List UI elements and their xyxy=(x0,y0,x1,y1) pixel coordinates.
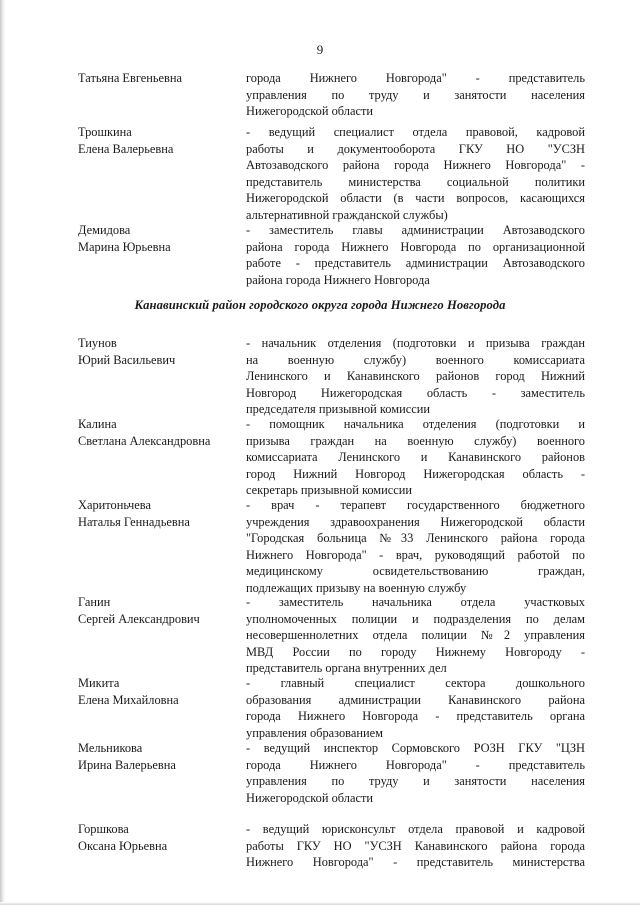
member-role-line: Автозаводского района города Нижнего Новгорода" - xyxy=(246,158,585,173)
member-role-line: - помощник начальника отделения (подготовки и xyxy=(246,417,585,431)
member-name-line: Марина Юрьевна xyxy=(78,239,171,254)
section-heading: Канавинский район городского округа города Нижнего Новгорода xyxy=(134,298,506,312)
member-entry xyxy=(78,416,585,499)
member-role-line: города Нижнего Новгорода" - представитель xyxy=(246,71,585,85)
member-name xyxy=(78,497,246,597)
member-role-line: на военную службу) военного комиссариата xyxy=(246,352,585,367)
member-role xyxy=(246,821,585,871)
member-role xyxy=(246,222,585,288)
member-role-line: Нижнего Новгорода" - врач, руководящий работой по xyxy=(246,547,585,562)
member-name-line: Оксана Юрьевна xyxy=(78,838,168,853)
member-role-line: района города Нижнего Новгорода xyxy=(246,272,430,287)
member-role-line: представитель министерства социальной политики xyxy=(246,174,585,189)
member-name-line: Светлана Александровна xyxy=(78,433,211,448)
member-name xyxy=(78,222,246,288)
member-entry xyxy=(78,335,585,418)
member-role xyxy=(246,497,585,597)
member-name xyxy=(78,416,246,499)
member-role-line: уполномоченных полиции и подразделения по делам xyxy=(246,611,585,626)
member-role-line: работе - представитель администрации Автозаводского xyxy=(246,256,585,271)
member-role-line: города Нижнего Новгорода" - представитель xyxy=(246,757,585,772)
member-role xyxy=(246,594,585,677)
member-role xyxy=(246,70,585,120)
member-entry xyxy=(78,821,585,871)
member-role-line: - главный специалист сектора дошкольного xyxy=(246,676,585,690)
member-role xyxy=(246,416,585,499)
member-role-line: город Нижний Новгород Нижегородская область - xyxy=(246,466,585,481)
member-role xyxy=(246,740,585,806)
member-role-line: Нижнего Новгорода" - представитель министерства xyxy=(246,855,585,870)
scan-edge-left xyxy=(0,0,6,905)
member-role-line: комиссариата Ленинского и Канавинского районов xyxy=(246,450,585,465)
member-name xyxy=(78,675,246,741)
member-role-line: Нижегородской области xyxy=(246,104,374,119)
member-role-line: призыва граждан на военную службу) военного xyxy=(246,433,585,448)
member-name-line: Елена Валерьевна xyxy=(78,141,174,156)
member-entry xyxy=(78,675,585,741)
member-role-line: управления по труду и занятости населения xyxy=(246,87,585,102)
member-name xyxy=(78,70,246,120)
member-role-line: - заместитель начальника отдела участковых xyxy=(246,595,585,609)
member-role-line: Ленинского и Канавинского районов город Нижний xyxy=(246,369,585,384)
member-name xyxy=(78,821,246,871)
member-role-line: подлежащих призыву на военную службу xyxy=(246,580,467,595)
member-role-line: работы и документооборота ГКУ НО "УСЗН xyxy=(246,141,585,156)
member-name-line: Горшкова xyxy=(78,822,129,836)
member-entry xyxy=(78,740,585,806)
member-name-line: Ганин xyxy=(78,595,111,609)
member-name-line: Харитоньчева xyxy=(78,498,151,512)
member-role-line: работы ГКУ НО "УСЗН Канавинского района города xyxy=(246,838,585,853)
member-name-line: Демидова xyxy=(78,223,131,237)
member-role-line: учреждения здравоохранения Нижегородской области xyxy=(246,514,585,529)
member-role-line: управления образованием xyxy=(246,725,383,740)
member-role-line: - ведущий специалист отдела правовой, кадровой xyxy=(246,125,585,139)
member-name-line: Мельникова xyxy=(78,741,143,755)
page-number: 9 xyxy=(316,42,324,57)
member-name xyxy=(78,335,246,418)
member-entry xyxy=(78,497,585,597)
member-name-line: Микита xyxy=(78,676,120,690)
member-name-line: Калина xyxy=(78,417,117,431)
member-entry xyxy=(78,70,585,120)
member-name xyxy=(78,740,246,806)
member-role-line: секретарь призывной комиссии xyxy=(246,483,413,498)
member-role-line: Нижегородской области (в части вопросов, касающихся xyxy=(246,191,585,206)
member-role-line: председателя призывной комиссии xyxy=(246,402,430,417)
member-name-line: Сергей Александрович xyxy=(78,611,200,626)
member-entry xyxy=(78,124,585,224)
member-entry xyxy=(78,594,585,677)
member-role-line: - заместитель главы администрации Автозаводского xyxy=(246,223,585,237)
member-role-line: управления по труду и занятости населения xyxy=(246,774,585,789)
member-role-line: МВД России по городу Нижнему Новгороду - xyxy=(246,644,585,659)
member-role-line: медицинскому освидетельствованию граждан, xyxy=(246,564,585,579)
member-role-line: - ведущий инспектор Сормовского РОЗН ГКУ "ЦЗН xyxy=(246,741,585,755)
member-name-line: Тиунов xyxy=(78,336,117,350)
member-name-line: Трошкина xyxy=(78,125,132,139)
member-role-line: Нижегородской области xyxy=(246,790,374,805)
member-role-line: образования администрации Канавинского района xyxy=(246,692,585,707)
member-name-line: Татьяна Евгеньевна xyxy=(78,71,183,85)
member-role-line: представитель органа внутренних дел xyxy=(246,661,447,676)
member-role-line: альтернативной гражданской службы) xyxy=(246,207,448,222)
member-role xyxy=(246,335,585,418)
member-role xyxy=(246,675,585,741)
member-role-line: - начальник отделения (подготовки и призыва граждан xyxy=(246,336,585,350)
member-role-line: "Городская больница №33 Ленинского района города xyxy=(246,531,585,546)
member-role-line: района города Нижнего Новгорода по организационной xyxy=(246,239,585,254)
member-role-line: города Нижнего Новгорода - представитель органа xyxy=(246,709,585,724)
member-name-line: Елена Михайловна xyxy=(78,692,179,707)
member-entry xyxy=(78,222,585,288)
member-name-line: Ирина Валерьевна xyxy=(78,757,176,772)
member-role-line: - врач - терапевт государственного бюджетного xyxy=(246,498,585,512)
member-role-line: - ведущий юрисконсульт отдела правовой и кадровой xyxy=(246,822,585,836)
member-role-line: Новгород Нижегородская область - заместитель xyxy=(246,385,585,400)
member-name-line: Наталья Геннадьевна xyxy=(78,514,190,529)
member-name xyxy=(78,594,246,677)
member-role xyxy=(246,124,585,224)
member-role-line: несовершеннолетних отдела полиции №2 управления xyxy=(246,628,585,643)
member-name xyxy=(78,124,246,224)
member-name-line: Юрий Васильевич xyxy=(78,352,176,367)
